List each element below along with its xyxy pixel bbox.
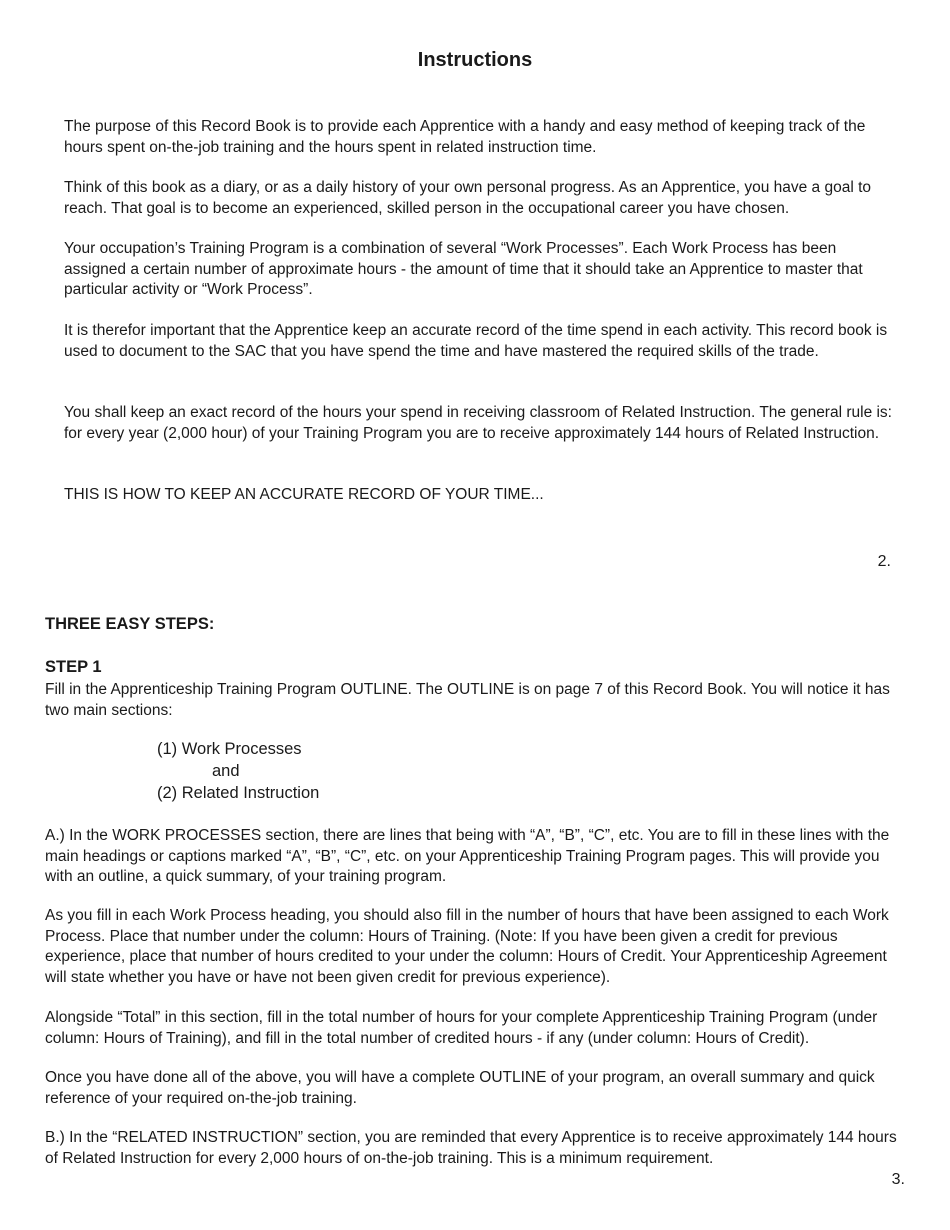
page-number: 2. [877,553,891,570]
step1-paragraph-outline: Once you have done all of the above, you will have a complete OUTLINE of your program, an overall summary and quick reference of your required on-the-job training. [45,1069,875,1107]
step-heading: STEP 1 [45,658,102,676]
list-item: (1) Work Processes [157,740,302,758]
step1-paragraph-total: Alongside “Total” in this section, fill in the total number of hours for your complete Apprenticeship Training Program (under column: Hours of Training), and fill in the total number of credited hours - if any (under column: Hours of Credit). [45,1009,878,1047]
intro-paragraph-work-processes: Your occupation’s Training Program is a combination of several “Work Processes”. Each Work Process has been assigned a certain number of approximate hours - the amount of time that it should take an Apprentice to master that particular activity or “Work Process”. [64,240,863,298]
step1-intro: Fill in the Apprenticeship Training Program OUTLINE. The OUTLINE is on page 7 of this Record Book. You will notice it has two main sections: [45,681,890,719]
intro-paragraph-diary: Think of this book as a diary, or as a daily history of your own personal progress. As an Apprentice, you have a goal to reach. That goal is to become an experienced, skilled person in the occupational career you have chosen. [64,179,872,217]
list-item: (2) Related Instruction [157,784,320,802]
step1-paragraph-work-processes: A.) In the WORK PROCESSES section, there are lines that being with “A”, “B”, “C”, etc. You are to fill in these lines with the main headings or captions marked “A”, “B”, “C”, etc. on your Apprenticeship Training Program pages. This will provide you with an outline, a quick summary, of your training program. [45,827,890,885]
list-item: and [212,762,240,780]
section-heading: THREE EASY STEPS: [45,615,215,633]
intro-paragraph-how-to: THIS IS HOW TO KEEP AN ACCURATE RECORD OF YOUR TIME... [64,486,544,503]
intro-paragraph-purpose: The purpose of this Record Book is to provide each Apprentice with a handy and easy method of keeping track of the hours spent on-the-job training and the hours spent in related instruction time. [64,118,866,156]
step1-paragraph-related-instruction: B.) In the “RELATED INSTRUCTION” section, you are reminded that every Apprentice is to receive approximately 144 hours of Related Instruction for every 2,000 hours of on-the-job training. This is a minimum requirement. [45,1129,897,1167]
page-number: 3. [891,1171,905,1188]
page-3 [0,590,950,1230]
intro-paragraph-accurate-record: It is therefor important that the Apprentice keep an accurate record of the time spend in each activity. This record book is used to document to the SAC that you have spend the time and have mastered the required skills of the trade. [64,322,888,360]
step1-paragraph-hours: As you fill in each Work Process heading, you should also fill in the number of hours that have been assigned to each Work Process. Place that number under the column: Hours of Training. (Note: If you have been given a credit for previous experience, place that number of hours credited to your under the column: Hours of Credit. Your Apprenticeship Agreement will state whether you have or have not been given credit for previous experience). [45,907,889,986]
page-2 [0,0,950,590]
intro-paragraph-related-instruction: You shall keep an exact record of the hours your spend in receiving classroom of Related Instruction. The general rule is: for every year (2,000 hour) of your Training Program you are to receive approximately 144 hours of Related Instruction. [64,404,892,442]
page-title: Instructions [417,49,533,71]
